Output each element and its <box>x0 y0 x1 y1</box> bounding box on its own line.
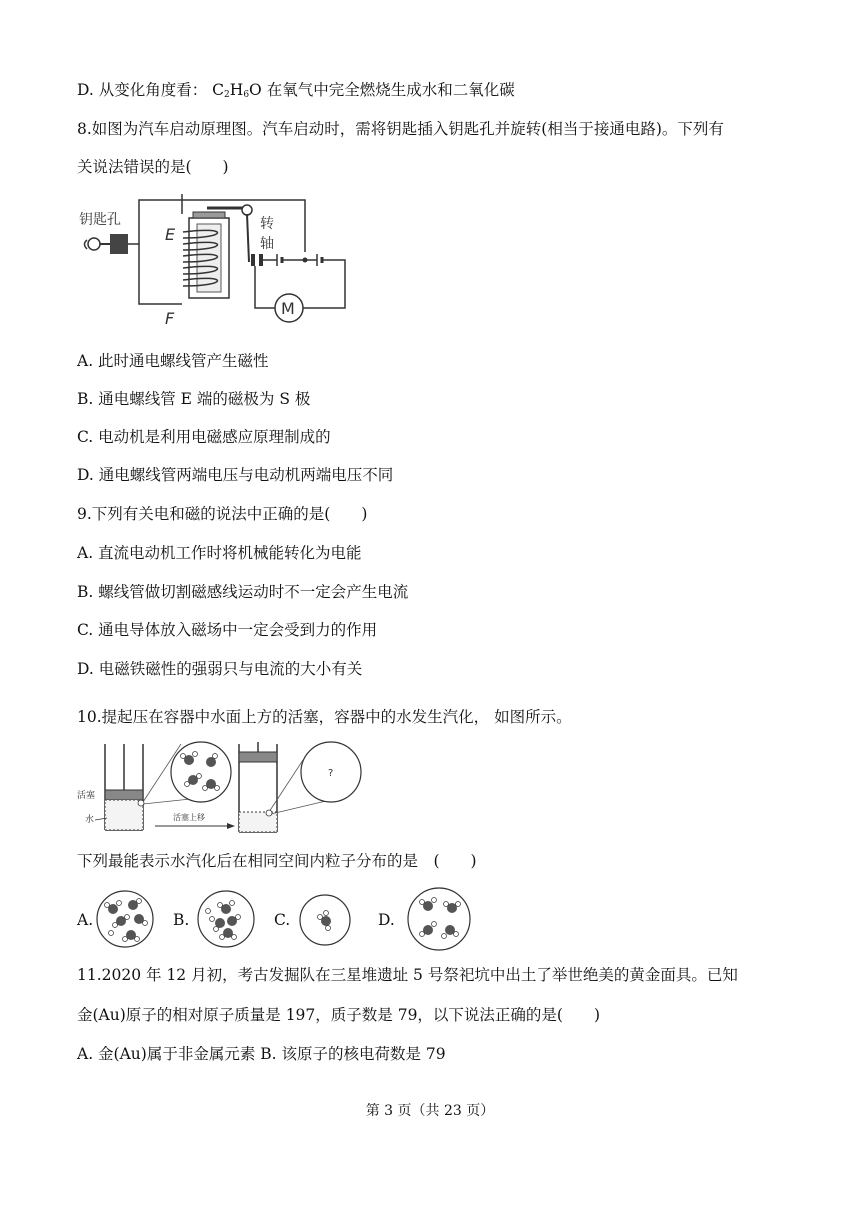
key-icon <box>85 238 112 250</box>
q10-option-c-diagram <box>298 893 352 947</box>
motor-label: M <box>281 299 295 318</box>
formula-h-sub: 6 <box>243 90 250 100</box>
pivot-axis <box>242 205 252 215</box>
q11-stem-line2: 金(Au)原子的相对原子质量是 197，质子数是 79，以下说法正确的是( ) <box>77 1006 601 1024</box>
left-water <box>105 800 143 830</box>
piston-label: 活塞 <box>77 791 96 801</box>
right-piston <box>239 752 277 762</box>
q10-option-a-diagram <box>95 889 155 949</box>
q8-stem-line1: 8.如图为汽车启动原理图。汽车启动时，需将钥匙插入钥匙孔并旋转(相当于接通电路)。下列有 <box>77 120 724 138</box>
q11-options-line: A. 金(Au)属于非金属元素 B. 该原子的核电荷数是 79 <box>77 1045 446 1063</box>
q10-option-b-diagram <box>196 889 256 949</box>
q8-option-c: C. 电动机是利用电磁感应原理制成的 <box>77 428 331 446</box>
q7-option-d <box>77 80 515 105</box>
keyhole-label: 钥匙孔 <box>79 212 121 228</box>
water-label: 水 <box>85 815 95 825</box>
q8-option-b: B. 通电螺线管 E 端的磁极为 S 极 <box>77 390 311 408</box>
q10-option-b-label: B. <box>173 911 190 929</box>
right-zoom-question-mark: ? <box>328 768 334 779</box>
q9-stem: 9.下列有关电和磁的说法中正确的是( ) <box>77 505 368 523</box>
q10-question: 下列最能表示水汽化后在相同空间内粒子分布的是 ( ) <box>77 852 477 870</box>
formula-o: O <box>249 81 262 99</box>
q8-option-d: D. 通电螺线管两端电压与电动机两端电压不同 <box>77 466 394 484</box>
q10-stem: 10.提起压在容器中水面上方的活塞，容器中的水发生汽化， 如图所示。 <box>77 708 572 726</box>
axis-label-1: 转 <box>260 216 274 232</box>
solenoid <box>183 212 229 298</box>
formula-c: C <box>212 81 225 99</box>
q7-option-d-prefix: D. 从变化角度看： <box>77 81 208 99</box>
q10-option-a-label: A. <box>77 911 94 929</box>
formula-c2h6o <box>212 81 262 99</box>
solenoid-f-label: F <box>165 309 175 328</box>
q10-option-d-diagram <box>406 886 472 952</box>
q9-option-b: B. 螺线管做切割磁感线运动时不一定会产生电流 <box>77 583 409 601</box>
page-footer: 第 3 页（共 23 页） <box>365 1103 495 1119</box>
q8-stem-line2: 关说法错误的是( ) <box>77 158 229 176</box>
q7-option-d-suffix: 在氧气中完全燃烧生成水和二氧化碳 <box>261 81 515 99</box>
q9-option-c: C. 通电导体放入磁场中一定会受到力的作用 <box>77 621 378 639</box>
q10-option-c-label: C. <box>274 911 291 929</box>
left-piston <box>105 790 143 800</box>
left-zoom-circle <box>171 742 231 802</box>
q9-option-d: D. 电磁铁磁性的强弱只与电流的大小有关 <box>77 660 363 678</box>
piston-vaporization-figure <box>77 740 377 838</box>
car-starter-circuit-figure <box>77 192 357 332</box>
q8-option-a: A. 此时通电螺线管产生磁性 <box>77 352 269 370</box>
keyhole-block <box>110 234 128 254</box>
q9-option-a: A. 直流电动机工作时将机械能转化为电能 <box>77 544 362 562</box>
arrow-label: 活塞上移 <box>173 813 205 822</box>
axis-label-2: 轴 <box>260 236 274 252</box>
formula-c-sub: 2 <box>224 90 230 100</box>
q11-stem-line1: 11.2020 年 12 月初，考古发掘队在三星堆遗址 5 号祭祀坑中出土了举世绝美的黄金面具。已知 <box>77 966 738 984</box>
solenoid-e-label: E <box>165 225 176 244</box>
q10-option-d-label: D. <box>378 911 395 929</box>
formula-h: H <box>229 81 244 99</box>
